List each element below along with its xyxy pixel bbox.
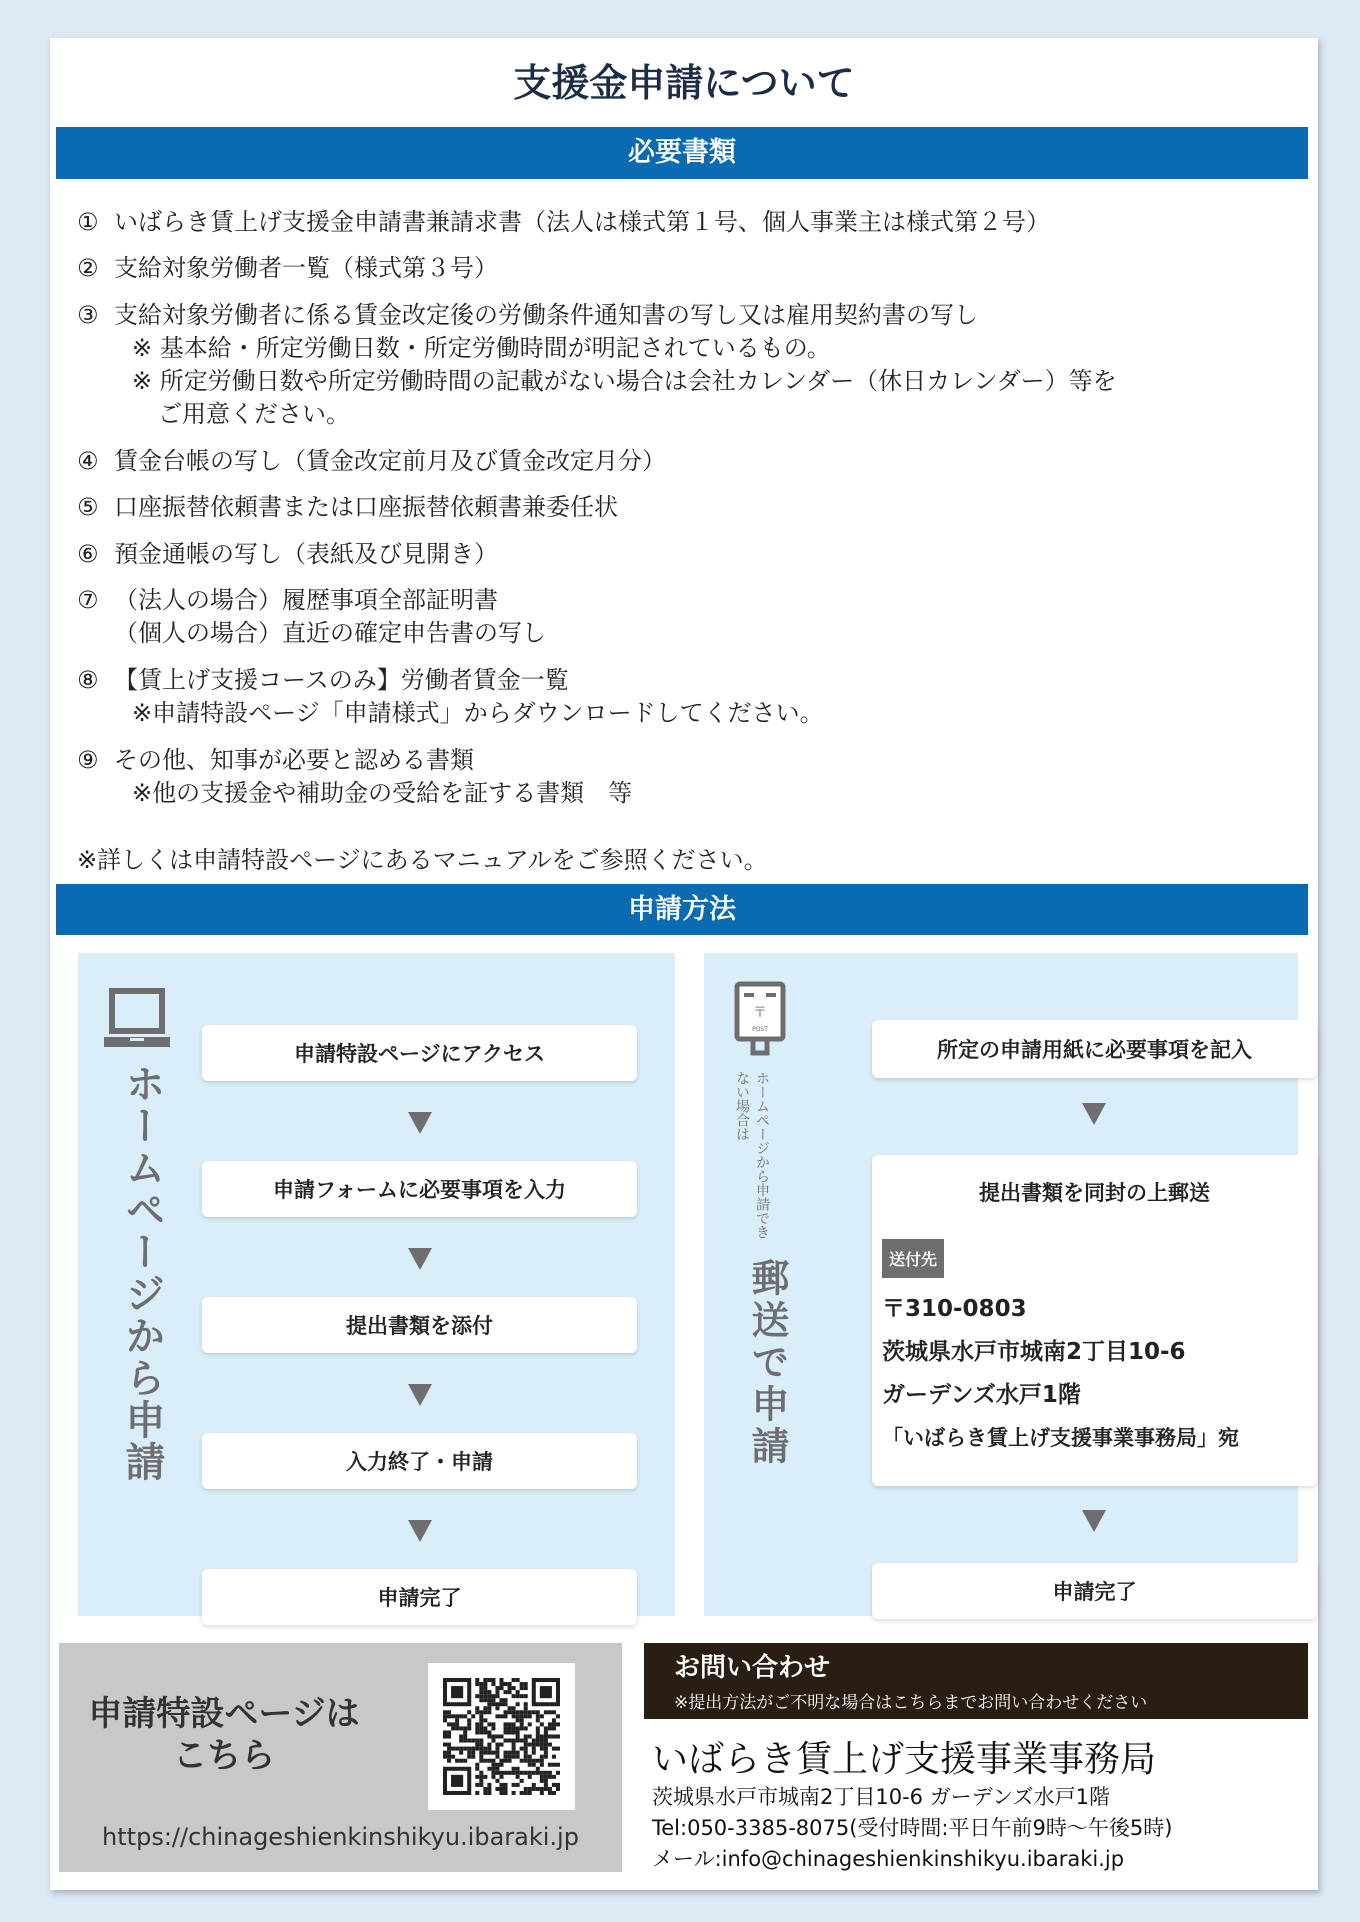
mail-address <box>882 1288 1239 1460</box>
online-step-5: 申請完了 <box>202 1569 637 1625</box>
special-page-text: 申請特設ページは <box>88 1694 360 1734</box>
item-text: 賃金台帳の写し（賃金改定前月及び賃金改定月分） <box>114 447 666 475</box>
document-item <box>77 664 569 696</box>
arrow-down-icon <box>1082 1103 1106 1125</box>
document-item <box>77 491 618 523</box>
document-item <box>77 744 474 776</box>
mail-label: 郵送で申請 <box>745 1258 789 1468</box>
laptop-icon <box>104 988 170 1050</box>
arrow-down-icon <box>1082 1510 1106 1532</box>
special-page-url[interactable]: https://chinageshienkinshikyu.ibaraki.jp <box>102 1823 579 1851</box>
mail-step-3: 申請完了 <box>872 1563 1317 1619</box>
svg-text:〒: 〒 <box>753 1005 767 1021</box>
document-item <box>77 538 498 570</box>
document-note: ご用意ください。 <box>158 400 350 428</box>
document-item <box>77 584 498 616</box>
item-number: ③ <box>77 301 99 329</box>
office-address: 茨城県水戸市城南2丁目10-6 ガーデンズ水戸1階 <box>652 1785 1111 1809</box>
mail-step-2 <box>872 1155 1317 1486</box>
address-building: ガーデンズ水戸1階 <box>882 1382 1081 1408</box>
footnote: ※詳しくは申請特設ページにあるマニュアルをご参照ください。 <box>77 846 768 874</box>
document-item <box>77 445 666 477</box>
mail-panel <box>704 953 1298 1616</box>
item-number: ⑦ <box>77 586 99 614</box>
document-note: （個人の場合）直近の確定申告書の写し <box>114 619 546 647</box>
online-step-4: 入力終了・申請 <box>202 1433 637 1489</box>
item-number: ⑧ <box>77 666 99 694</box>
postal-code: 〒310-0803 <box>882 1296 1027 1322</box>
online-label: ホームページから申請 <box>119 1063 165 1483</box>
postbox-icon <box>734 981 786 1061</box>
item-text: 預金通帳の写し（表紙及び見開き） <box>114 540 498 568</box>
arrow-down-icon <box>408 1248 432 1270</box>
destination-badge: 送付先 <box>882 1239 944 1278</box>
item-number: ① <box>77 208 99 236</box>
mail-caption: ホームページから申請できない場合は <box>734 1071 770 1239</box>
section-heading-documents: 必要書類 <box>56 127 1308 179</box>
document-item <box>77 252 498 284</box>
item-number: ② <box>77 254 99 282</box>
document-item <box>77 299 978 331</box>
arrow-down-icon <box>408 1112 432 1134</box>
document-note: ※申請特設ページ「申請様式」からダウンロードしてください。 <box>132 699 824 727</box>
special-page-text-2: こちら <box>173 1736 275 1776</box>
office-tel[interactable]: Tel:050-3385-8075(受付時間:平日午前9時～午後5時) <box>652 1816 1173 1840</box>
document-note: ※ 基本給・所定労働日数・所定労働時間が明記されているもの。 <box>132 334 831 362</box>
item-number: ④ <box>77 447 99 475</box>
arrow-down-icon <box>408 1520 432 1542</box>
arrow-down-icon <box>408 1384 432 1406</box>
flyer-card <box>50 38 1318 1890</box>
document-note: ※ 所定労働日数や所定労働時間の記載がない場合は会社カレンダー（休日カレンダー）等を <box>132 367 1117 395</box>
page-title: 支援金申請について <box>513 61 855 105</box>
special-page-box <box>59 1643 622 1872</box>
online-step-2: 申請フォームに必要事項を入力 <box>202 1161 637 1217</box>
qr-code[interactable] <box>428 1663 575 1810</box>
item-number: ⑨ <box>77 746 99 774</box>
item-text: その他、知事が必要と認める書類 <box>114 746 474 774</box>
item-text: 【賃上げ支援コースのみ】労働者賃金一覧 <box>114 666 569 694</box>
item-text: 支給対象労働者に係る賃金改定後の労働条件通知書の写し又は雇用契約書の写し <box>114 301 978 329</box>
section-heading-method: 申請方法 <box>56 884 1308 935</box>
contact-header <box>644 1643 1308 1719</box>
svg-text:POST: POST <box>752 1026 768 1033</box>
address-line: 茨城県水戸市城南2丁目10-6 <box>882 1339 1186 1365</box>
item-text: （法人の場合）履歴事項全部証明書 <box>114 586 498 614</box>
online-step-1: 申請特設ページにアクセス <box>202 1025 637 1081</box>
online-step-3: 提出書類を添付 <box>202 1297 637 1353</box>
address-recipient: 「いばらき賃上げ支援事業事務局」宛 <box>882 1426 1239 1450</box>
contact-heading: お問い合わせ <box>674 1653 831 1683</box>
contact-note: ※提出方法がご不明な場合はこちらまでお問い合わせください <box>674 1693 1148 1713</box>
office-name: いばらき賃上げ支援事業事務局 <box>652 1739 1157 1780</box>
item-text: 口座振替依頼書または口座振替依頼書兼委任状 <box>114 493 618 521</box>
office-mail[interactable]: メール:info@chinageshienkinshikyu.ibaraki.jp <box>652 1847 1125 1871</box>
document-note: ※他の支援金や補助金の受給を証する書類 等 <box>132 779 633 807</box>
online-panel <box>78 953 675 1616</box>
item-number: ⑤ <box>77 493 99 521</box>
item-text: 支給対象労働者一覧（様式第３号） <box>114 254 498 282</box>
contact-info <box>652 1738 1172 1875</box>
item-text: いばらき賃上げ支援金申請書兼請求書（法人は様式第１号、個人事業主は様式第２号） <box>114 208 1050 236</box>
mail-step-2-title: 提出書類を同封の上郵送 <box>979 1181 1210 1205</box>
document-item <box>77 206 1050 238</box>
item-number: ⑥ <box>77 540 99 568</box>
mail-step-1: 所定の申請用紙に必要事項を記入 <box>872 1020 1317 1078</box>
